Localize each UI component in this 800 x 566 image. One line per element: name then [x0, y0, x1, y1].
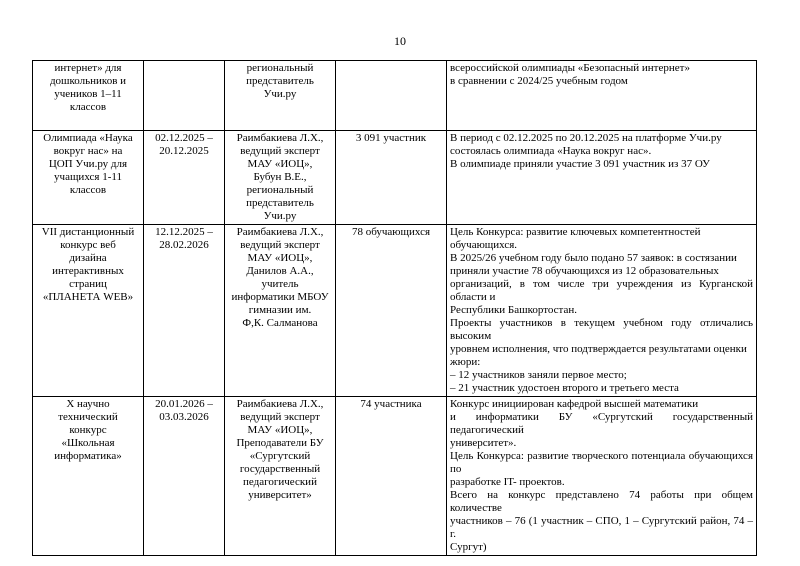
- cell-text-line: Цель Конкурса: развитие творческого потенциала обучающихся по: [450, 450, 753, 475]
- cell-text-line: университет».: [450, 437, 517, 449]
- cell-text-line: Сургут): [450, 541, 487, 553]
- cell-text-line: Раимбакиева Л.Х.,: [236, 226, 324, 238]
- cell-text-line: состоялась олимпиада «Наука вокруг нас».: [450, 145, 652, 157]
- cell-text-line: университет»: [248, 489, 312, 501]
- event-description-cell: [447, 61, 757, 131]
- cell-text-line: организаций, в том числе три учреждения из Курганской области и: [450, 278, 753, 303]
- cell-text-line: Данилов А.А.,: [246, 265, 314, 277]
- cell-text-line: МАУ «ИОЦ»,: [247, 424, 313, 436]
- cell-text-line: классов: [69, 101, 107, 113]
- cell-text-line: государственный: [239, 463, 321, 475]
- event-description-cell: [447, 225, 757, 397]
- cell-text-line: в сравнении с 2024/25 учебным годом: [450, 75, 628, 87]
- cell-text-line: дошкольников и: [49, 75, 127, 87]
- cell-text-line: конкурс веб: [60, 239, 116, 251]
- cell-text-line: страниц: [69, 278, 107, 290]
- cell-text: 3 091 участник: [355, 132, 427, 144]
- cell-text-line: интернет» для: [54, 62, 122, 74]
- table-row: [33, 397, 757, 556]
- table-row: [33, 225, 757, 397]
- cell-text-line: информатика»: [54, 450, 122, 462]
- event-name-cell: [33, 397, 144, 556]
- cell-text-line: ведущий эксперт: [240, 411, 320, 423]
- cell-text-line: МАУ «ИОЦ»,: [247, 252, 313, 264]
- cell-text-line: разработке IT- проектов.: [450, 476, 565, 488]
- cell-text-line: вокруг нас» на: [53, 145, 123, 157]
- cell-text-line: «ПЛАНЕТА WEB»: [42, 291, 134, 303]
- cell-text-line: 02.12.2025 –: [155, 132, 213, 144]
- cell-text: 78 обучающихся: [351, 226, 431, 238]
- cell-text: 74 участника: [360, 398, 422, 410]
- cell-text-line: 03.03.2026: [159, 411, 209, 423]
- cell-text-line: ведущий эксперт: [240, 239, 320, 251]
- cell-text-line: VII дистанционный: [41, 226, 135, 238]
- cell-text-line: Учи.ру: [263, 88, 297, 100]
- participants-count-cell: [336, 397, 447, 556]
- cell-text-line: «Сургутский: [249, 450, 311, 462]
- cell-text-line: участников – 76 (1 участник – СПО, 1 – Сургутский район, 74 – г.: [450, 515, 753, 540]
- cell-text-line: Олимпиада «Наука: [43, 132, 133, 144]
- cell-text-line: В период с 02.12.2025 по 20.12.2025 на платформе Учи.ру: [450, 132, 722, 144]
- cell-text-line: Цель Конкурса: развитие ключевых компетентностей: [450, 226, 701, 238]
- cell-text-line: дизайна: [69, 252, 107, 264]
- cell-text-line: Проекты участников в текущем учебном году отличались высоким: [450, 317, 753, 342]
- cell-text-line: Республики Башкортостан.: [450, 304, 578, 316]
- cell-text-line: конкурс: [69, 424, 107, 436]
- cell-text-line: Всего на конкурс представлено 74 работы при общем количестве: [450, 489, 753, 514]
- participants-count-cell: [336, 225, 447, 397]
- cell-text-line: Учи.ру: [263, 210, 297, 222]
- events-table: [32, 60, 757, 556]
- participants-count-cell: [336, 61, 447, 131]
- cell-text-line: – 12 участников заняли первое место;: [450, 369, 627, 381]
- event-name-cell: [33, 131, 144, 225]
- responsible-cell: [225, 131, 336, 225]
- cell-text-line: X научно: [66, 398, 110, 410]
- cell-text-line: «Школьная: [61, 437, 115, 449]
- cell-text-line: 12.12.2025 –: [155, 226, 213, 238]
- cell-text-line: 28.02.2026: [159, 239, 209, 251]
- participants-count-cell: [336, 131, 447, 225]
- cell-text-line: региональный: [246, 184, 314, 196]
- cell-text-line: представитель: [246, 197, 314, 209]
- cell-text-line: учащихся 1-11: [54, 171, 122, 183]
- cell-text-line: Раимбакиева Л.Х.,: [236, 132, 324, 144]
- cell-text-line: всероссийской олимпиады «Безопасный интернет»: [450, 62, 690, 74]
- cell-text-line: Бубун В.Е.,: [253, 171, 307, 183]
- event-name-cell: [33, 225, 144, 397]
- cell-text-line: жюри:: [450, 356, 481, 368]
- event-description-cell: [447, 131, 757, 225]
- cell-text-line: обучающихся.: [450, 239, 518, 251]
- event-dates-cell: [144, 397, 225, 556]
- cell-text-line: Конкурс инициирован кафедрой высшей математики: [450, 398, 699, 410]
- cell-text-line: региональный: [246, 62, 314, 74]
- cell-text-line: педагогический: [243, 476, 317, 488]
- table-row: [33, 131, 757, 225]
- event-name-cell: [33, 61, 144, 131]
- responsible-cell: [225, 225, 336, 397]
- cell-text-line: учитель: [261, 278, 299, 290]
- cell-text-line: информатики МБОУ: [231, 291, 329, 303]
- cell-text-line: ЦОП Учи.ру для: [48, 158, 128, 170]
- cell-text-line: уровнем исполнения, что подтверждается результатами оценки: [450, 343, 747, 355]
- cell-text-line: Раимбакиева Л.Х.,: [236, 398, 324, 410]
- cell-text-line: – 21 участник удостоен второго и третьего места: [450, 382, 679, 394]
- cell-text-line: интерактивных: [52, 265, 124, 277]
- cell-text-line: 20.01.2026 –: [155, 398, 213, 410]
- cell-text-line: представитель: [246, 75, 314, 87]
- event-description-cell: [447, 397, 757, 556]
- cell-text-line: В олимпиаде приняли участие 3 091 участник из 37 ОУ: [450, 158, 710, 170]
- cell-text-line: ведущий эксперт: [240, 145, 320, 157]
- cell-text-line: классов: [69, 184, 107, 196]
- event-dates-cell: [144, 225, 225, 397]
- page-number: 10: [394, 34, 406, 48]
- cell-text-line: МАУ «ИОЦ»,: [247, 158, 313, 170]
- cell-text-line: Ф,К. Салманова: [242, 317, 318, 329]
- responsible-cell: [225, 61, 336, 131]
- cell-text-line: 20.12.2025: [159, 145, 209, 157]
- cell-text-line: приняли участие 78 обучающихся из 12 образовательных: [450, 265, 719, 277]
- cell-text-line: В 2025/26 учебном году было подано 57 заявок: в состязании: [450, 252, 737, 264]
- event-dates-cell: [144, 61, 225, 131]
- cell-text-line: гимназии им.: [248, 304, 312, 316]
- cell-text-line: учеников 1–11: [54, 88, 122, 100]
- event-dates-cell: [144, 131, 225, 225]
- table-row: [33, 61, 757, 131]
- responsible-cell: [225, 397, 336, 556]
- cell-text-line: и информатики БУ «Сургутский государственный педагогический: [450, 411, 753, 436]
- cell-text-line: Преподаватели БУ: [236, 437, 324, 449]
- cell-text-line: технический: [58, 411, 118, 423]
